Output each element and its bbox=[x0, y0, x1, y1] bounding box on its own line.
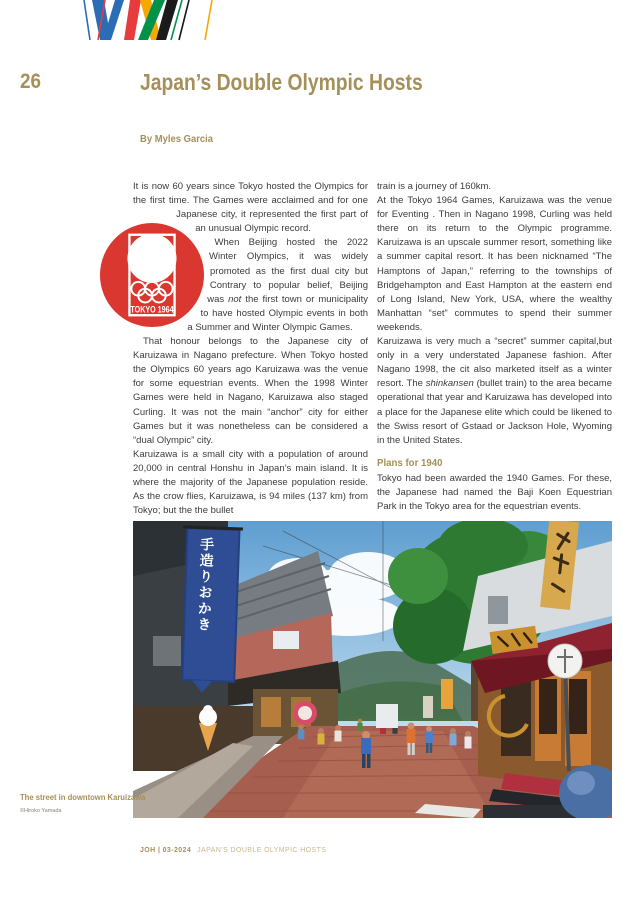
paragraph: That honour belongs to the Japanese city of Karuizawa in Nagano prefecture. When Tokyo hosted the Olympics 60 years ago Karuizawa was the venue for some equestrian events. When the 1998 Winter Games were held in Nagano, Karuizawa also staged Curling. It was not the main “anchor” city for either Games but it was nonetheless can be considered a “dual Olympic” city. bbox=[133, 336, 368, 446]
paragraph-text: Karuizawa is very much a “secret” summer capital,but only in a very understated Japanese fashion. After Nagano 1998, the cit also marketed itself as a winter resort. The bbox=[377, 336, 612, 390]
ribbon-svg bbox=[74, 0, 214, 42]
paragraph-text: (bullet train) to the area became operational that year and Karuizawa has developed into a place for the Japanese elite which could be likened to the Swiss resort of Gstaad or Jackson Hole, Wyoming in the United States. bbox=[377, 378, 613, 446]
paragraph: Karuizawa is a small city with a population of around 20,000 in central Honshu in Japan’s main island. It is where the majority of the Japanese population reside. As the crow flies, Karuizawa, is 94 miles (137 km) from Tokyo; but the the bullet bbox=[133, 448, 368, 517]
paragraph: Tokyo had been awarded the 1940 Games. For these, the Japanese had named the Baji Koen Equestrian Park in the Tokyo area for the equestrian events. bbox=[377, 472, 612, 513]
olympic-ribbon-graphic bbox=[74, 0, 214, 42]
page-title: Japan’s Double Olympic Hosts bbox=[140, 69, 423, 95]
shop-banner-text: 手造りおかき bbox=[196, 536, 216, 634]
paragraph bbox=[377, 335, 612, 448]
paragraph-text: the first town or municipality to have hosted Olympic events in both a Summer and Winter Olympic Games. bbox=[187, 293, 368, 333]
karuizawa-street-photo bbox=[133, 521, 612, 818]
paragraph: train is a journey of 160km. bbox=[377, 181, 492, 192]
page-footer bbox=[140, 847, 326, 854]
footer-article-title: JAPAN’S DOUBLE OLYMPIC HOSTS bbox=[197, 847, 327, 854]
tokyo-1964-logo bbox=[130, 222, 205, 328]
paragraph-text: When Beijing hosted the 2022 Winter Olympics, it was widely promoted as the first dual city but Contrary to popular belief, Beijing was bbox=[207, 237, 368, 305]
italic-text: shinkansen bbox=[425, 378, 474, 390]
page-number: 26 bbox=[20, 70, 42, 93]
italic-text: not bbox=[228, 293, 242, 305]
paragraph: It is now 60 years since Tokyo hosted the Olympics for the first time. The Games were acclaimed and for one Japanese city, it represented the first part of an unusual Olympic record. bbox=[133, 181, 368, 235]
byline: By Myles Garcia bbox=[140, 133, 214, 145]
paragraph: At the Tokyo 1964 Games, Karuizawa was the venue for Eventing . Then in Nagano 1998, Curling was held there on its return to the Olympic programme. Karuizawa is an upscale summer resort, something like a summer capital resort. It has been nicknamed “The Hamptons of Japan,” referring to the townships of Bridgehampton and East Hampton at the eastern end of Long Island, New York, USA, where the wealthy Manhattan “set” commutes to spend their summer weekends. bbox=[377, 195, 612, 333]
photo-credit: ©Hiroko Yamada bbox=[20, 808, 62, 814]
tokyo-1964-logo-svg bbox=[99, 222, 205, 328]
tokyo-1964-logo-text: TOKYO 1964 bbox=[130, 304, 175, 315]
journal-issue-label: JOH | 03-2024 bbox=[140, 847, 192, 854]
article-body bbox=[130, 180, 613, 518]
photo-caption: The street in downtown Karuizawa bbox=[20, 792, 146, 802]
article-right-column bbox=[377, 180, 612, 518]
article-left-column bbox=[130, 180, 368, 518]
section-heading: Plans for 1940 bbox=[377, 456, 443, 469]
